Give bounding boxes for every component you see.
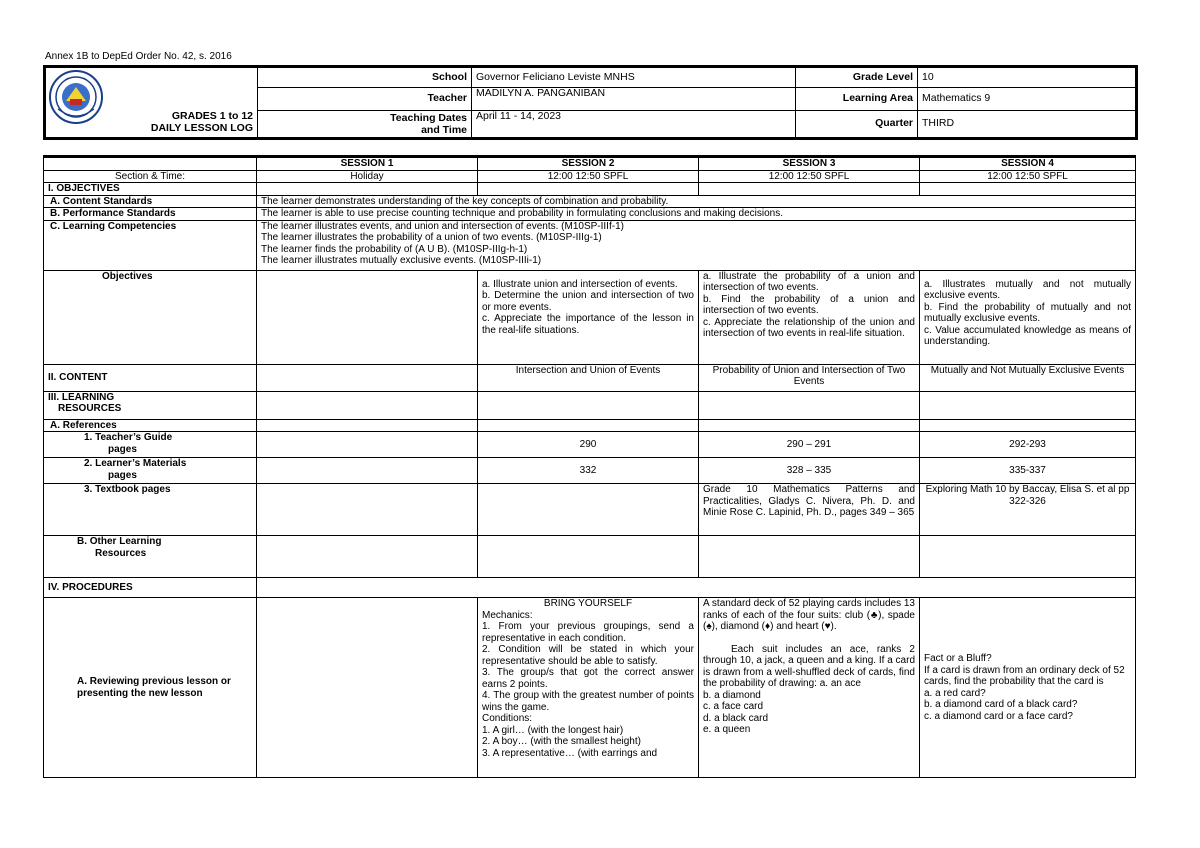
references-label: A. References	[44, 419, 257, 432]
session-3-tg-pages: 290 – 291	[699, 432, 920, 458]
textbook-pages-label: 3. Textbook pages	[44, 484, 257, 536]
session-4-header: SESSION 4	[920, 157, 1136, 171]
session-3-review	[699, 598, 920, 778]
session-3-review-p1: A standard deck of 52 playing cards includes 13 ranks of each of the four suits: club (♣), spade (♠), diamond (♦) and heart (♥).	[703, 598, 915, 632]
school-value: Governor Feliciano Leviste MNHS	[472, 67, 796, 88]
procedures-section-label: IV. PROCEDURES	[44, 578, 257, 598]
session-4-tg-pages: 292-293	[920, 432, 1136, 458]
content-section-label: II. CONTENT	[44, 364, 257, 391]
session-3-review-list: b. a diamond c. a face card d. a black card e. a queen	[703, 689, 769, 735]
session-2-review-title: BRING YOURSELF	[543, 598, 633, 609]
session-3-time: 12:00 12:50 SPFL	[699, 170, 920, 183]
learning-resources-label	[44, 391, 257, 419]
session-3-review-p2: Each suit includes an ace, ranks 2 through 10, a jack, a queen and a king. If a card is drawn from a well-shuffled deck of cards, find the probability of drawing: a. an ace	[703, 643, 915, 689]
learning-resources-label-line-2: RESOURCES	[58, 403, 122, 414]
competency-item: The learner illustrates mutually exclusive events. (M10SP-IIIi-1)	[261, 255, 542, 266]
competency-item: The learner finds the probability of (A U B). (M10SP-IIIg-h-1)	[261, 243, 528, 255]
objectives-section-label: I. OBJECTIVES	[44, 183, 257, 196]
session-4-time: 12:00 12:50 SPFL	[920, 170, 1136, 183]
competency-item: The learner illustrates events, and union and intersection of events. (M10SP-IIIf-1)	[261, 220, 624, 232]
session-2-review-body: Mechanics: 1. From your previous groupings, send a representative in each condition. 2. Condition will be stated in which your representative should be able to satisfy. 3. The group/s that got the correct answer earns 2 points. 4. The group with the greatest number of points wins the game. Conditions: 1. A girl… (with the longest hair) 2. A boy… (with the smallest height) 3. A representative… (with earrings and	[482, 609, 694, 759]
session-4-lm-pages: 335-337	[920, 458, 1136, 484]
teaching-dates-value: April 11 - 14, 2023	[472, 111, 796, 139]
learning-competencies-label: C. Learning Competencies	[44, 220, 257, 270]
section-time-label: Section & Time:	[44, 170, 257, 183]
grade-level-value: 10	[918, 67, 1137, 88]
reviewing-lesson-label: A. Reviewing previous lesson or presenting the new lesson	[44, 598, 257, 778]
session-4-review: Fact or a Bluff? If a card is drawn from an ordinary deck of 52 cards, find the probability that the card is a. a red card? b. a diamond card of a black card? c. a diamond card or a face card?	[920, 598, 1136, 778]
sessions-row	[44, 157, 1136, 171]
teachers-guide-label-line-2: pages	[108, 443, 137, 455]
session-2-time: 12:00 12:50 SPFL	[478, 170, 699, 183]
performance-standards-value: The learner is able to use precise counting technique and probability in formulating conclusions and making decisions.	[257, 208, 1136, 221]
session-4-objectives: a. Illustrates mutually and not mutually exclusive events. b. Find the probability of mutually and not mutually exclusive events. c. Value accumulated knowledge as means of understanding.	[920, 270, 1136, 364]
session-3-content: Probability of Union and Intersection of Two Events	[699, 364, 920, 391]
teaching-dates-label	[258, 111, 472, 139]
session-4-textbook: Exploring Math 10 by Baccay, Elisa S. et al pp 322-326	[920, 484, 1136, 536]
header-table	[43, 65, 1138, 140]
session-2-tg-pages: 290	[478, 432, 699, 458]
title-line-2: DAILY LESSON LOG	[150, 122, 253, 134]
other-resources-label	[44, 536, 257, 578]
grade-level-label: Grade Level	[796, 67, 918, 88]
teaching-dates-label-line-1: Teaching Dates	[390, 112, 467, 124]
section-time-row	[44, 170, 1136, 183]
other-resources-label-line-1: B. Other Learning	[77, 536, 162, 547]
session-1-header: SESSION 1	[257, 157, 478, 171]
learning-area-value: Mathematics 9	[918, 88, 1137, 111]
session-3-lm-pages: 328 – 335	[699, 458, 920, 484]
annex-note: Annex 1B to DepEd Order No. 42, s. 2016	[45, 51, 232, 62]
session-2-lm-pages: 332	[478, 458, 699, 484]
content-standards-value: The learner demonstrates understanding of the key concepts of combination and probability.	[257, 195, 1136, 208]
learning-resources-label-line-1: III. LEARNING	[48, 391, 115, 403]
session-3-textbook: Grade 10 Mathematics Patterns and Practicalities, Gladys C. Nivera, Ph. D. and Minie Rose C. Lapinid, Ph. D., pages 349 – 365	[699, 484, 920, 536]
session-3-header: SESSION 3	[699, 157, 920, 171]
objectives-row-label: Objectives	[44, 270, 257, 364]
learning-area-label: Learning Area	[796, 88, 918, 111]
log-title-cell	[45, 67, 258, 139]
learners-materials-label	[44, 458, 257, 484]
quarter-value: THIRD	[918, 111, 1137, 139]
lesson-log-table	[43, 155, 1136, 778]
learners-materials-label-line-1: 2. Learner’s Materials	[84, 458, 187, 469]
other-resources-label-line-2: Resources	[95, 547, 147, 559]
session-3-objectives: a. Illustrate the probability of a union and intersection of two events. b. Find the probability of a union and intersection of two events. c. Appreciate the relationship of the union and intersection of two events in real-life situation.	[699, 270, 920, 364]
session-2-objectives: a. Illustrate union and intersection of events. b. Determine the union and intersection of two or more events. c. Appreciate the importance of the lesson in the real-life situations.	[478, 270, 699, 364]
session-2-review	[478, 598, 699, 778]
content-standards-label: A. Content Standards	[44, 195, 257, 208]
deped-seal-icon	[48, 69, 104, 125]
performance-standards-label: B. Performance Standards	[44, 208, 257, 221]
teacher-label: Teacher	[258, 88, 472, 111]
teachers-guide-label	[44, 432, 257, 458]
teacher-value: MADILYN A. PANGANIBAN	[472, 88, 796, 111]
quarter-label: Quarter	[796, 111, 918, 139]
learners-materials-label-line-2: pages	[108, 469, 137, 481]
title-line-1: GRADES 1 to 12	[171, 110, 253, 122]
teachers-guide-label-line-1: 1. Teacher’s Guide	[84, 432, 173, 443]
session-4-content: Mutually and Not Mutually Exclusive Events	[920, 364, 1136, 391]
competency-item: The learner illustrates the probability of a union of two events. (M10SP-IIIg-1)	[261, 232, 602, 243]
session-1-time: Holiday	[257, 170, 478, 183]
session-2-content: Intersection and Union of Events	[478, 364, 699, 391]
school-label: School	[258, 67, 472, 88]
session-2-header: SESSION 2	[478, 157, 699, 171]
learning-competencies-value	[257, 220, 1136, 270]
teaching-dates-label-line-2: and Time	[421, 124, 467, 136]
